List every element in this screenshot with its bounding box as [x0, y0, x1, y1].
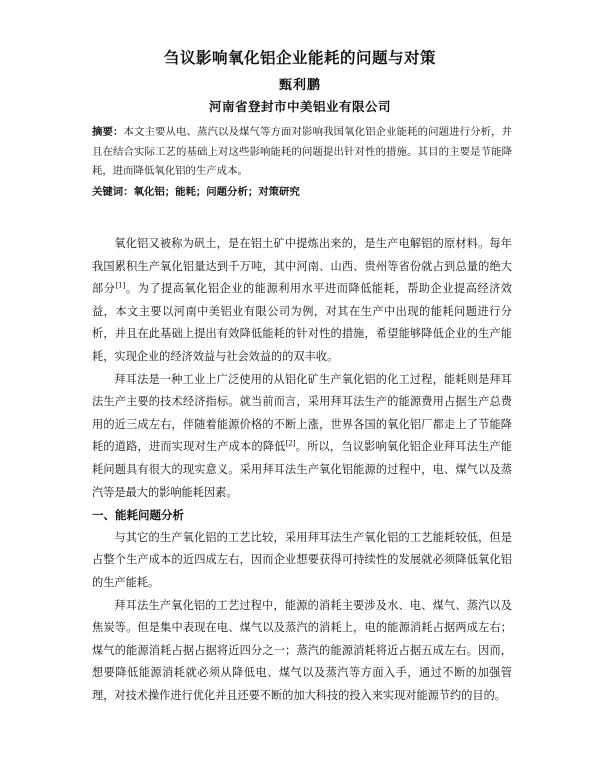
paper-title: 刍议影响氧化铝企业能耗的问题与对策: [163, 49, 436, 67]
affiliation: 河南省登封市中美铝业有限公司: [208, 99, 391, 114]
abstract-text: 本文主要从电、蒸汽以及煤气等方面对影响我国氧化铝企业能耗的问题进行分析，并且在结合实际工艺的基础上对这些影响能耗的问题提出针对性的措施。其目的主要是节能降耗，进而降低氧化铝的生产成本。: [92, 126, 513, 177]
paragraph: 与其它的生产氧化铝的工艺比较，采用拜耳法生产氧化铝的工艺能耗较低，但是占整个生产成本的近四成左右，因而企业想要获得可持续性的发展就必须降低氧化铝的生产能耗。: [92, 530, 512, 589]
author-name: 甄利鹏: [278, 78, 321, 93]
section-heading: 一、能耗问题分析: [92, 508, 184, 523]
paragraph: [92, 233, 512, 369]
paragraph-text: 氧化铝又被称为矾土，是在铝土矿中提炼出来的，是生产电解铝的原材料。每年我国累积生产氧化铝量达到千万吨，其中河南、山西、贵州等省份就占到总量的绝大部分: [92, 237, 512, 296]
abstract-label: 摘要：: [92, 126, 124, 138]
citation: [2]: [285, 439, 296, 448]
body-text: [92, 233, 512, 707]
keywords-label: 关键词：: [92, 186, 134, 198]
paragraph-text: 。所以，刍议影响氧化铝企业拜耳法生产能耗问题具有很大的现实意义。采用拜耳法生产氧化铝能源的过程中，电、煤气以及蒸汽等是最大的影响能耗因素。: [92, 440, 512, 499]
abstract: [92, 123, 512, 182]
citation: [1]: [115, 281, 126, 290]
paragraph-text: 拜耳法是一种工业上广泛使用的从铝化矿生产氧化铝的化工过程，能耗则是拜耳法生产主要的技术经济指标。就当前而言，采用拜耳法生产的能源费用占据生产总费用的近三成左右，伴随着能源价格的不断上涨，世界各国的氧化铝厂都走上了节能降耗的道路，进而实现对生产成本的降低: [92, 372, 512, 454]
paragraph: [92, 369, 512, 505]
keywords-text: 氧化铝；能耗；问题分析；对策研究: [133, 186, 300, 198]
paragraph: 拜耳法生产氧化铝的工艺过程中，能源的消耗主要涉及水、电、煤气、蒸汽以及焦炭等。但是集中表现在电、煤气以及蒸汽的消耗上，电的能源消耗占据两成左右；煤气的能源消耗占据占据将近四分之一；蒸汽的能源消耗将近占据五成左右。因而，想要降低能源消耗就必须从降低电、煤气以及蒸汽等方面入手，通过不断的加强管理，对技术操作进行优化并且还要不断的加大科技的投入来实现对能源节约的目的。: [92, 598, 512, 702]
keywords: [92, 183, 512, 203]
paragraph-text: 。为了提高氧化铝企业的能源利用水平进而降低能耗，帮助企业提高经济效益，本文主要以河南中美铝业有限公司为例，对其在生产中出现的能耗问题进行分析，并且在此基础上提出有效降低能耗的针对性的措施，希望能够降低企业的生产能耗，实现企业的经济效益与社会效益的的双丰收。: [92, 282, 512, 363]
